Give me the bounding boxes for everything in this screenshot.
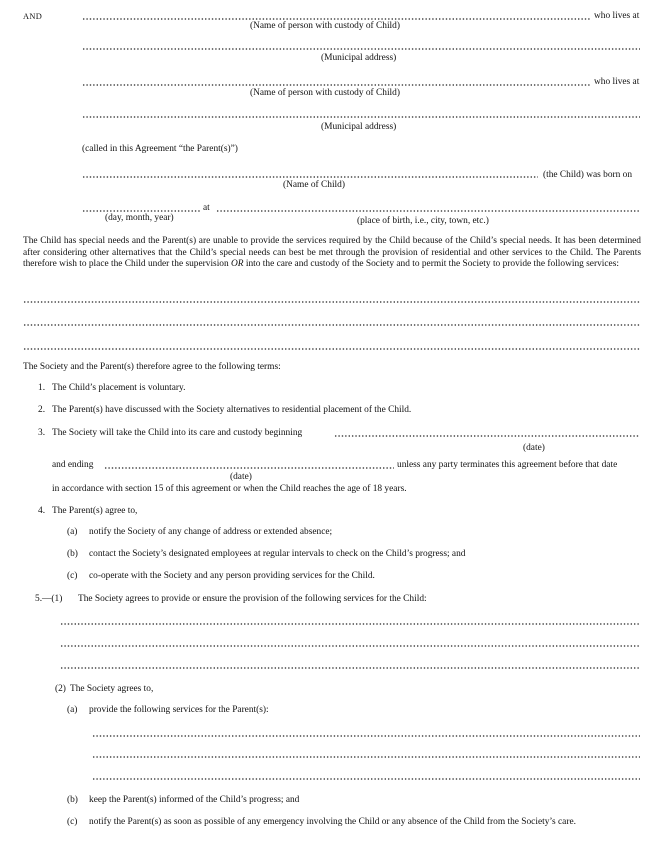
term4c-text: co-operate with the Society and any person providing services for the Child. xyxy=(89,571,375,581)
term5-2b-label: (b) xyxy=(67,795,78,805)
term5-2a-text: provide the following services for the Parent(s): xyxy=(89,705,269,715)
term3-end-date-caption: (date) xyxy=(230,472,252,482)
child-service-line[interactable] xyxy=(60,645,640,647)
term3-continuation: in accordance with section 15 of this agreement or when the Child reaches the age of 18 years. xyxy=(52,484,407,494)
parent-definition: (called in this Agreement “the Parent(s)”) xyxy=(82,144,238,154)
term4-text: The Parent(s) agree to, xyxy=(52,506,138,516)
term3-text: The Society will take the Child into its care and custody beginning xyxy=(52,428,303,438)
birth-place-caption: (place of birth, i.e., city, town, etc.) xyxy=(357,216,489,226)
custody1-address-caption: (Municipal address) xyxy=(321,53,397,63)
term5-2b-text: keep the Parent(s) informed of the Child’s progress; and xyxy=(89,795,300,805)
term1-number: 1. xyxy=(38,383,46,393)
parent-service-line[interactable] xyxy=(92,778,640,780)
child-born-suffix: (the Child) was born on xyxy=(543,170,633,180)
term3-start-date-line[interactable] xyxy=(334,435,640,437)
term4-number: 4. xyxy=(38,506,46,516)
birth-date-caption: (day, month, year) xyxy=(105,213,174,223)
child-service-line[interactable] xyxy=(60,667,640,669)
custody2-suffix: who lives at xyxy=(594,77,640,87)
term3-start-date-caption: (date) xyxy=(523,443,545,453)
term3-number: 3. xyxy=(38,428,46,438)
term5-2c-text: notify the Parent(s) as soon as possible of any emergency involving the Child or any absence of the Child from the Society’s care. xyxy=(89,817,576,827)
and-label: AND xyxy=(23,12,43,21)
child-name-caption: (Name of Child) xyxy=(283,180,345,190)
custody2-name-caption: (Name of person with custody of Child) xyxy=(250,88,400,98)
parent-service-line[interactable] xyxy=(92,756,640,758)
custody2-address-caption: (Municipal address) xyxy=(321,122,397,132)
term4b-label: (b) xyxy=(67,549,78,559)
custody2-address-line[interactable] xyxy=(82,116,640,118)
intro-text-2: into the care and custody of the Society and to permit the Society to provide the following services: xyxy=(243,259,619,269)
term4c-label: (c) xyxy=(67,571,78,581)
birth-place-line[interactable] xyxy=(216,210,640,212)
custody1-address-line[interactable] xyxy=(82,48,640,50)
custody1-name-caption: (Name of person with custody of Child) xyxy=(250,21,400,31)
term5-text: The Society agrees to provide or ensure the provision of the following services for the Child: xyxy=(78,594,427,604)
term2-number: 2. xyxy=(38,405,46,415)
at-label: at xyxy=(203,203,210,213)
child-service-line[interactable] xyxy=(60,623,640,625)
custody1-suffix: who lives at xyxy=(594,11,640,21)
intro-text-1: The Child has special needs and the Parent(s) are unable to provide the services required by the Child because of the Child’s special needs. It has been determined after considering other alternatives that the Child’s special needs can best be met through the provision of residential and other services to the Child. The Parents therefore wish to place the Child under the supervision xyxy=(23,236,641,269)
term1-text: The Child’s placement is voluntary. xyxy=(52,383,186,393)
term5-2-text: The Society agrees to, xyxy=(70,684,154,694)
agree-heading: The Society and the Parent(s) therefore agree to the following terms: xyxy=(23,362,281,372)
term3-unless-text: unless any party terminates this agreement before that date xyxy=(397,460,618,470)
intro-paragraph xyxy=(23,236,641,271)
term4b-text: contact the Society’s designated employees at regular intervals to check on the Child’s progress; and xyxy=(89,549,466,559)
service-line[interactable] xyxy=(23,301,641,303)
term5-number: 5.—(1) xyxy=(35,594,63,604)
custody2-name-line[interactable] xyxy=(82,84,590,86)
term3-ending-label: and ending xyxy=(52,460,94,470)
term4a-label: (a) xyxy=(67,527,78,537)
term5-2c-label: (c) xyxy=(67,817,78,827)
term3-end-date-line[interactable] xyxy=(104,467,394,469)
term2-text: The Parent(s) have discussed with the Society alternatives to residential placement of the Child. xyxy=(52,405,412,415)
child-name-line[interactable] xyxy=(82,176,538,178)
term4a-text: notify the Society of any change of address or extended absence; xyxy=(89,527,333,537)
birth-date-line[interactable] xyxy=(82,210,200,212)
term5-2-number: (2) xyxy=(55,684,66,694)
custody1-name-line[interactable] xyxy=(82,18,590,20)
service-line[interactable] xyxy=(23,348,641,350)
intro-or: OR xyxy=(231,259,244,269)
parent-service-line[interactable] xyxy=(92,735,640,737)
term5-2a-label: (a) xyxy=(67,705,78,715)
service-line[interactable] xyxy=(23,324,641,326)
